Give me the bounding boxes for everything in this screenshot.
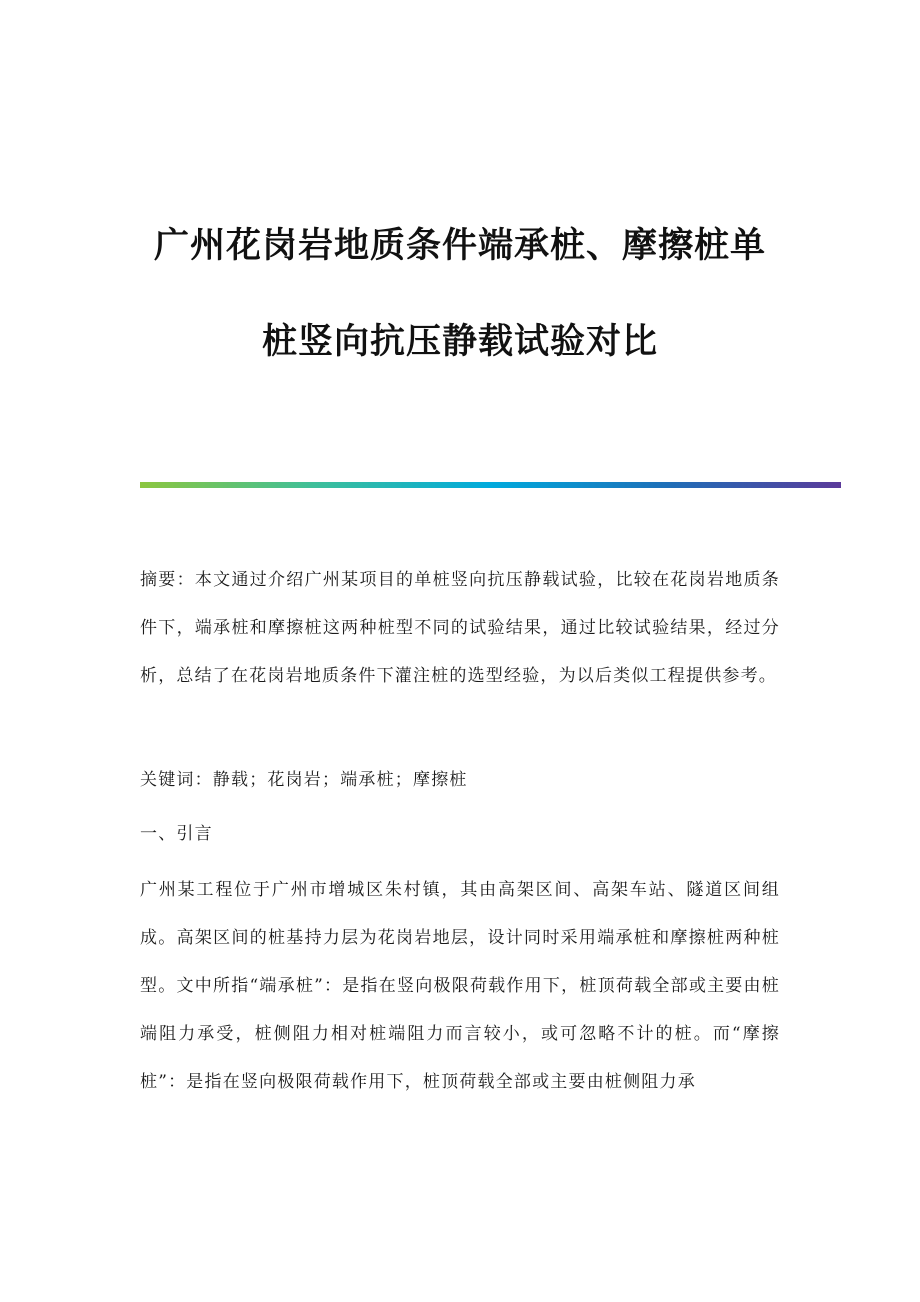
body-paragraph: 广州某工程位于广州市增城区朱村镇，其由高架区间、高架车站、隧道区间组成。高架区间的桩基持力层为花岗岩地层，设计同时采用端承桩和摩擦桩两种桩型。文中所指“端承桩”：是指在竖向极限荷载作用下，桩顶荷载全部或主要由桩端阻力承受，桩侧阻力相对桩端阻力而言较小，或可忽略不计的桩。而“摩擦桩”：是指在竖向极限荷载作用下，桩顶荷载全部或主要由桩侧阻力承 <box>140 880 780 1092</box>
document-title-line-2: 桩竖向抗压静载试验对比 <box>261 322 658 362</box>
keywords-line: 关键词：静载；花岗岩；端承桩；摩擦桩 <box>140 770 468 790</box>
abstract-paragraph: 摘要：本文通过介绍广州某项目的单桩竖向抗压静载试验，比较在花岗岩地质条件下，端承桩和摩擦桩这两种桩型不同的试验结果，通过比较试验结果，经过分析，总结了在花岗岩地质条件下灌注桩的选型经验，为以后类似工程提供参考。 <box>140 570 780 686</box>
section-heading-introduction: 一、引言 <box>140 824 213 844</box>
title-divider <box>140 482 841 488</box>
document-title-line-1: 广州花岗岩地质条件端承桩、摩擦桩单 <box>153 226 766 266</box>
